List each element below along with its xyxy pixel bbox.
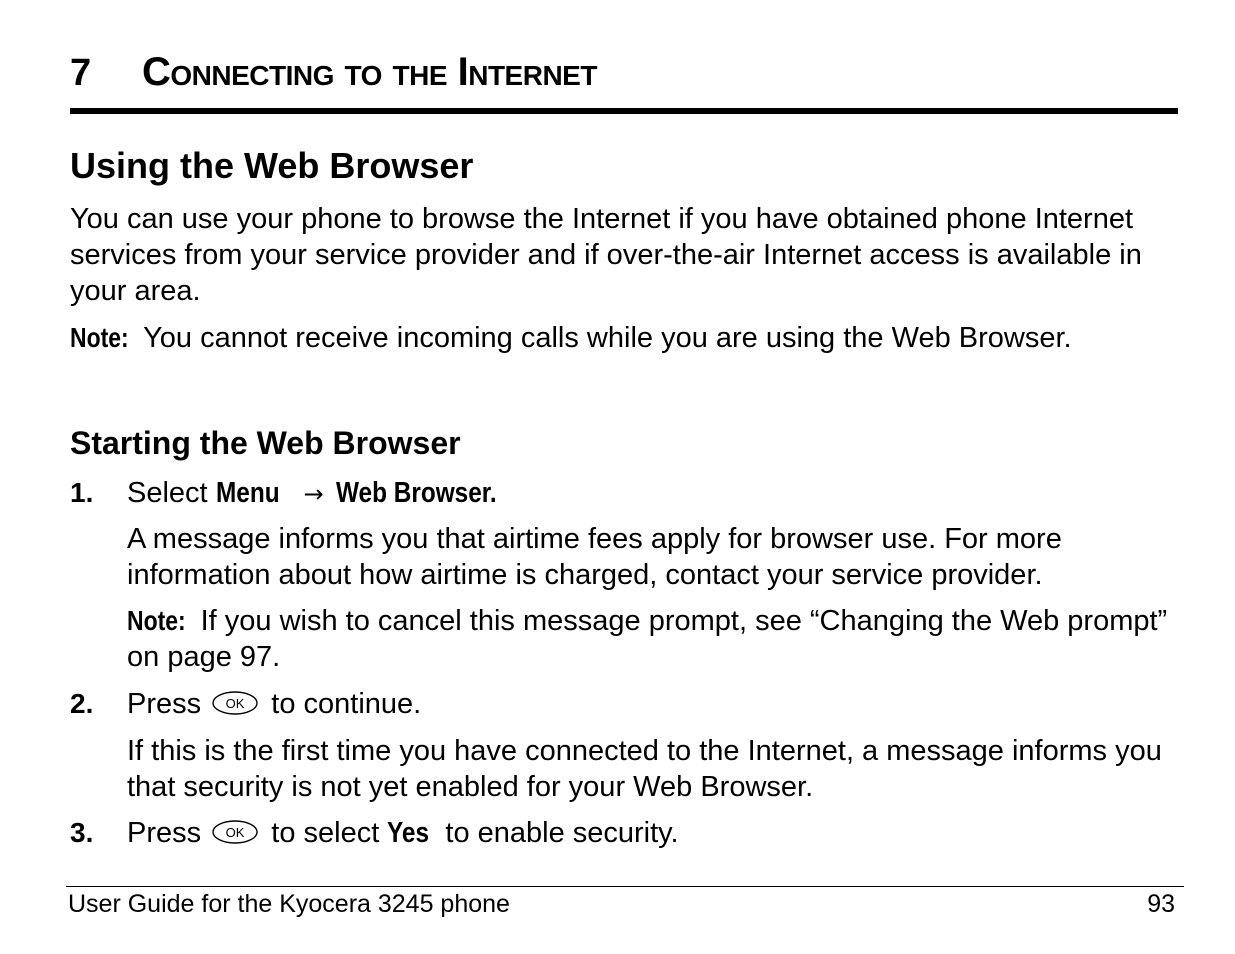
step-instruction [127,815,679,851]
step-note [127,603,1187,675]
chapter-title: Connecting to the Internet [142,50,597,94]
footer-rule [66,886,1184,887]
ok-key-label: OK [225,696,245,712]
step-detail: A message informs you that airtime fees apply for browser use. For more information about how airtime is charged, contact your service provider. [127,523,1062,591]
step-instruction [127,686,421,722]
note-label: Note: [127,605,186,636]
step-prefix: Press [127,817,202,849]
page-number: 93 [1147,890,1175,918]
note-label: Note: [70,322,129,353]
yes-term: Yes [387,817,430,849]
chapter-rule [70,108,1178,114]
step-instruction [127,475,527,512]
arrow-icon: → [303,480,324,508]
section-title: Using the Web Browser [70,145,474,186]
step-suffix: to continue. [271,688,422,720]
note-text: You cannot receive incoming calls while you are using the Web Browser. [135,322,1072,354]
step-suffix: to enable security. [437,817,679,849]
footer-title: User Guide for the Kyocera 3245 phone [68,890,510,918]
ok-key-icon [211,818,259,846]
step-prefix: Select [127,477,216,509]
step-suffix: to select [271,817,388,849]
step-prefix: Press [127,688,202,720]
note-text: If you wish to cancel this message prompt, see “Changing the Web prompt” on page 97. [127,605,1168,673]
ok-key-label: OK [225,825,245,841]
step-detail: If this is the first time you have connected to the Internet, a message informs you that security is not yet enabled for your Web Browser. [127,735,1162,803]
step-number: 3. [70,817,94,848]
chapter-heading [70,48,597,97]
menu-term: Menu [215,477,280,509]
web-browser-term: Web Browser. [335,477,497,509]
step-number: 2. [70,688,94,719]
chapter-number: 7 [70,52,92,94]
section-intro: You can use your phone to browse the Internet if you have obtained phone Internet services from your service provider and if over-the-air Internet access is available in your area. [70,203,1142,307]
section-note [70,320,1170,356]
subsection-title: Starting the Web Browser [70,425,461,461]
step-number: 1. [70,477,94,508]
ok-key-icon [211,689,259,717]
